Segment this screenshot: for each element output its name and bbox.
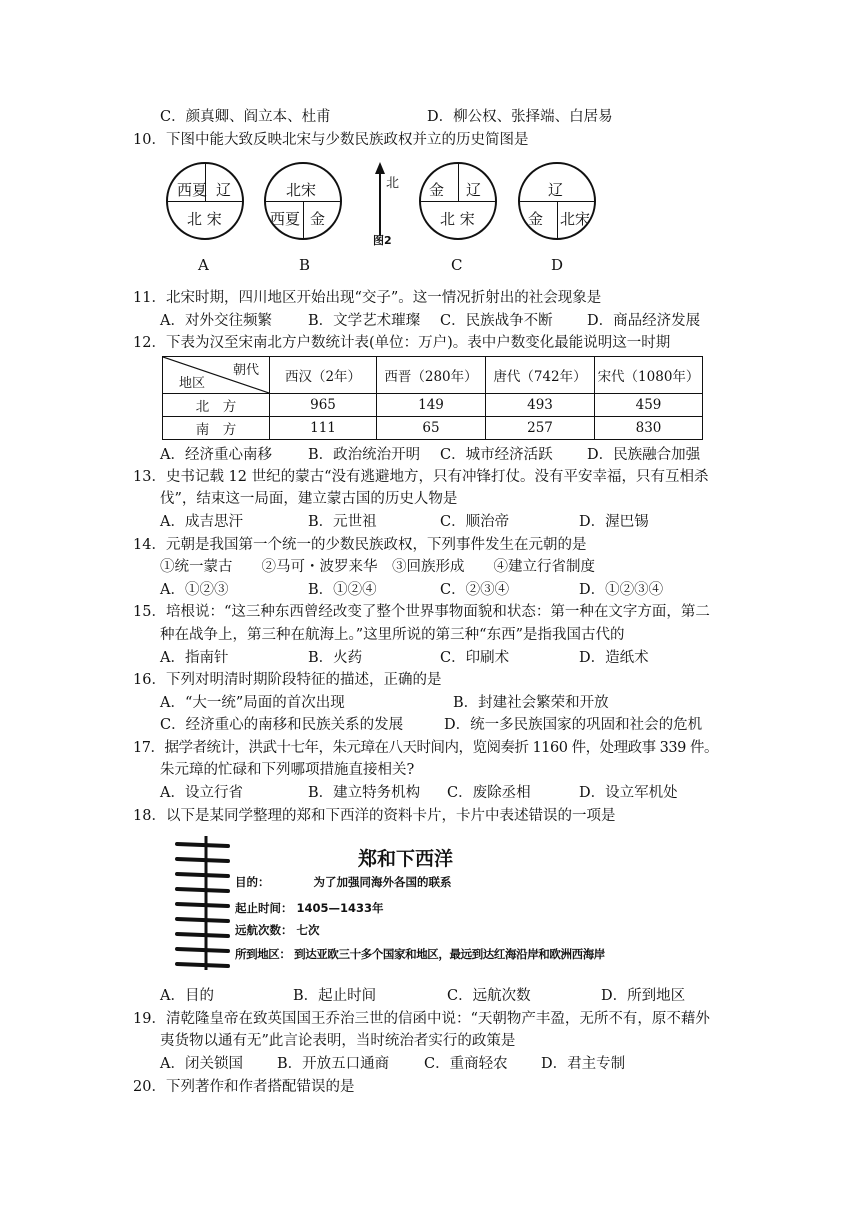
q10-b-top: 北宋 bbox=[286, 181, 317, 199]
table-header: 唐代（742年） bbox=[486, 357, 595, 394]
q10-a-tr: 辽 bbox=[216, 181, 232, 199]
card-row-voyages bbox=[235, 922, 320, 938]
q20-stem: 20．下列著作和作者搭配错误的是 bbox=[133, 1079, 355, 1095]
table-header: 宋代（1080年） bbox=[595, 357, 703, 394]
q10-map-c bbox=[419, 162, 497, 240]
q14-items: ①统一蒙古 ②马可・波罗来华 ③回族形成 ④建立行省制度 bbox=[160, 559, 595, 575]
q10-a-tl: 西夏 bbox=[177, 181, 208, 199]
q12-option-c: C．城市经济活跃 bbox=[440, 447, 553, 463]
q14-option-a: A．①②③ bbox=[160, 582, 229, 598]
q18-option-a: A．目的 bbox=[160, 988, 214, 1004]
q19-line1: 19．清乾隆皇帝在致英国国王乔治三世的信函中说：“天朝物产丰盈，无所不有，原不藉外 bbox=[133, 1011, 710, 1027]
card-row-regions bbox=[235, 946, 605, 962]
q10-arrow-label: 北 bbox=[386, 176, 400, 191]
q19-option-a: A．闭关锁国 bbox=[160, 1056, 243, 1072]
q17-option-a: A．设立行省 bbox=[160, 785, 243, 801]
table-cell: 65 bbox=[377, 417, 486, 440]
table-cell: 493 bbox=[486, 394, 595, 417]
table-cell: 257 bbox=[486, 417, 595, 440]
q10-map-b bbox=[264, 162, 342, 240]
q17-option-d: D．设立军机处 bbox=[579, 785, 678, 801]
card-title: 郑和下西洋 bbox=[358, 848, 454, 870]
q16-option-b: B．封建社会繁荣和开放 bbox=[453, 695, 609, 711]
q10-figure-caption: 图2 bbox=[373, 234, 392, 247]
card-row-key: 起止时间： bbox=[235, 901, 293, 915]
card-row-value: 1405—1433年 bbox=[296, 901, 384, 915]
table-row bbox=[163, 417, 703, 440]
q11-option-d: D．商品经济发展 bbox=[587, 313, 701, 329]
q10-c-tr: 辽 bbox=[466, 181, 482, 199]
table-cell: 459 bbox=[595, 394, 703, 417]
q10-a-bottom: 北 宋 bbox=[187, 210, 222, 228]
q16-option-d: D．统一多民族国家的巩固和社会的危机 bbox=[444, 717, 703, 733]
q18-option-b: B．起止时间 bbox=[293, 988, 377, 1004]
table-row bbox=[163, 394, 703, 417]
q10-b-bl: 西夏 bbox=[270, 210, 301, 228]
q19-line2: 夷货物以通有无”此言论表明，当时统治者实行的政策是 bbox=[160, 1033, 516, 1049]
corner-top-label: 朝代 bbox=[232, 363, 259, 378]
q10-label-b: B bbox=[299, 256, 311, 274]
q9-option-d: D．柳公权、张择端、白居易 bbox=[427, 109, 613, 125]
q10-c-tl: 金 bbox=[429, 181, 445, 199]
q10-label-d: D bbox=[551, 256, 564, 274]
q9-option-c: C．颜真卿、阎立本、杜甫 bbox=[160, 109, 331, 125]
q17-option-c: C．废除丞相 bbox=[447, 785, 531, 801]
card-row-key: 远航次数： bbox=[235, 923, 293, 937]
card-row-key: 所到地区： bbox=[235, 947, 291, 961]
q19-option-d: D．君主专制 bbox=[541, 1056, 626, 1072]
table-header: 西晋（280年） bbox=[377, 357, 486, 394]
table-cell: 111 bbox=[270, 417, 377, 440]
notebook-spiral-icon bbox=[173, 834, 233, 972]
q13-option-d: D．渥巴锡 bbox=[579, 514, 649, 530]
q13-option-b: B．元世祖 bbox=[308, 514, 377, 530]
q11-stem: 11．北宋时期，四川地区开始出现“交子”。这一情况折射出的社会现象是 bbox=[133, 290, 602, 306]
q10-map-d bbox=[518, 162, 596, 240]
q10-d-bl: 金 bbox=[528, 210, 544, 228]
q13-option-a: A．成吉思汗 bbox=[160, 514, 243, 530]
q15-option-d: D．造纸术 bbox=[579, 650, 649, 666]
card-row-key: 目的： bbox=[235, 875, 270, 889]
table-header: 西汉（2年） bbox=[270, 357, 377, 394]
q14-option-c: C．②③④ bbox=[440, 582, 510, 598]
q10-label-c: C bbox=[451, 256, 463, 274]
table-cell: 830 bbox=[595, 417, 703, 440]
q10-c-bottom: 北 宋 bbox=[440, 210, 475, 228]
q10-label-a: A bbox=[198, 256, 209, 274]
q17-option-b: B．建立特务机构 bbox=[308, 785, 421, 801]
table-corner-cell bbox=[163, 357, 270, 394]
q13-option-c: C．顺治帝 bbox=[440, 514, 510, 530]
q18-option-d: D．所到地区 bbox=[601, 988, 686, 1004]
q18-stem: 18．以下是某同学整理的郑和下西洋的资料卡片，卡片中表述错误的一项是 bbox=[133, 808, 616, 824]
q15-line2: 种在战争上，第三种在航海上。”这里所说的第三种“东西”是指我国古代的 bbox=[160, 627, 625, 643]
table-cell: 965 bbox=[270, 394, 377, 417]
card-row-period bbox=[235, 900, 384, 916]
q10-stem: 10．下图中能大致反映北宋与少数民族政权并立的历史简图是 bbox=[133, 132, 529, 148]
row-label: 北 方 bbox=[163, 394, 270, 417]
q16-option-a: A．“大一统”局面的首次出现 bbox=[160, 695, 345, 711]
q12-option-b: B．政治统治开明 bbox=[308, 447, 421, 463]
q10-d-br: 北宋 bbox=[560, 210, 591, 228]
q16-option-c: C．经济重心的南移和民族关系的发展 bbox=[160, 717, 404, 733]
q10-d-top: 辽 bbox=[548, 181, 564, 199]
q12-household-table bbox=[162, 356, 703, 440]
q19-option-c: C．重商轻农 bbox=[424, 1056, 508, 1072]
q18-option-c: C．远航次数 bbox=[447, 988, 531, 1004]
q16-stem: 16．下列对明清时期阶段特征的描述，正确的是 bbox=[133, 672, 442, 688]
q12-stem: 12．下表为汉至宋南北方户数统计表(单位：万户)。表中户数变化最能说明这一时期 bbox=[133, 335, 671, 351]
q14-option-b: B．①②④ bbox=[308, 582, 377, 598]
q15-option-a: A．指南针 bbox=[160, 650, 229, 666]
zheng-he-info-card bbox=[173, 834, 673, 972]
q10-b-br: 金 bbox=[310, 210, 326, 228]
q14-stem: 14．元朝是我国第一个统一的少数民族政权，下列事件发生在元朝的是 bbox=[133, 537, 587, 553]
q11-option-a: A．对外交往频繁 bbox=[160, 313, 272, 329]
q12-option-a: A．经济重心南移 bbox=[160, 447, 272, 463]
q15-option-b: B．火药 bbox=[308, 650, 363, 666]
q13-line1: 13．史书记载 12 世纪的蒙古“没有逃避地方，只有冲锋打仗。没有平安幸福，只有互相杀 bbox=[133, 469, 709, 485]
q17-line2: 朱元璋的忙碌和下列哪项措施直接相关? bbox=[160, 762, 415, 778]
q14-option-d: D．①②③④ bbox=[579, 582, 664, 598]
q15-line1: 15．培根说：“这三种东西曾经改变了整个世界事物面貌和状态：第一种在文字方面，第二 bbox=[133, 604, 710, 620]
q15-option-c: C．印刷术 bbox=[440, 650, 510, 666]
q11-option-b: B．文学艺术璀璨 bbox=[308, 313, 421, 329]
card-row-value: 到达亚欧三十多个国家和地区，最远到达红海沿岸和欧洲西海岸 bbox=[294, 947, 605, 961]
q17-line1: 17．据学者统计，洪武十七年，朱元璋在八天时间内，览阅奏折 1160 件，处理政事 339 件。 bbox=[133, 740, 718, 756]
q10-map-a bbox=[166, 162, 244, 240]
q11-option-c: C．民族战争不断 bbox=[440, 313, 553, 329]
row-label: 南 方 bbox=[163, 417, 270, 440]
corner-bottom-label: 地区 bbox=[179, 376, 206, 391]
q19-option-b: B．开放五口通商 bbox=[277, 1056, 390, 1072]
table-cell: 149 bbox=[377, 394, 486, 417]
q12-option-d: D．民族融合加强 bbox=[587, 447, 701, 463]
card-row-value: 七次 bbox=[296, 923, 320, 937]
q13-line2: 伐”，结束这一局面，建立蒙古国的历史人物是 bbox=[160, 491, 458, 507]
card-row-purpose bbox=[235, 874, 452, 890]
card-row-value: 为了加强同海外各国的联系 bbox=[313, 875, 452, 889]
